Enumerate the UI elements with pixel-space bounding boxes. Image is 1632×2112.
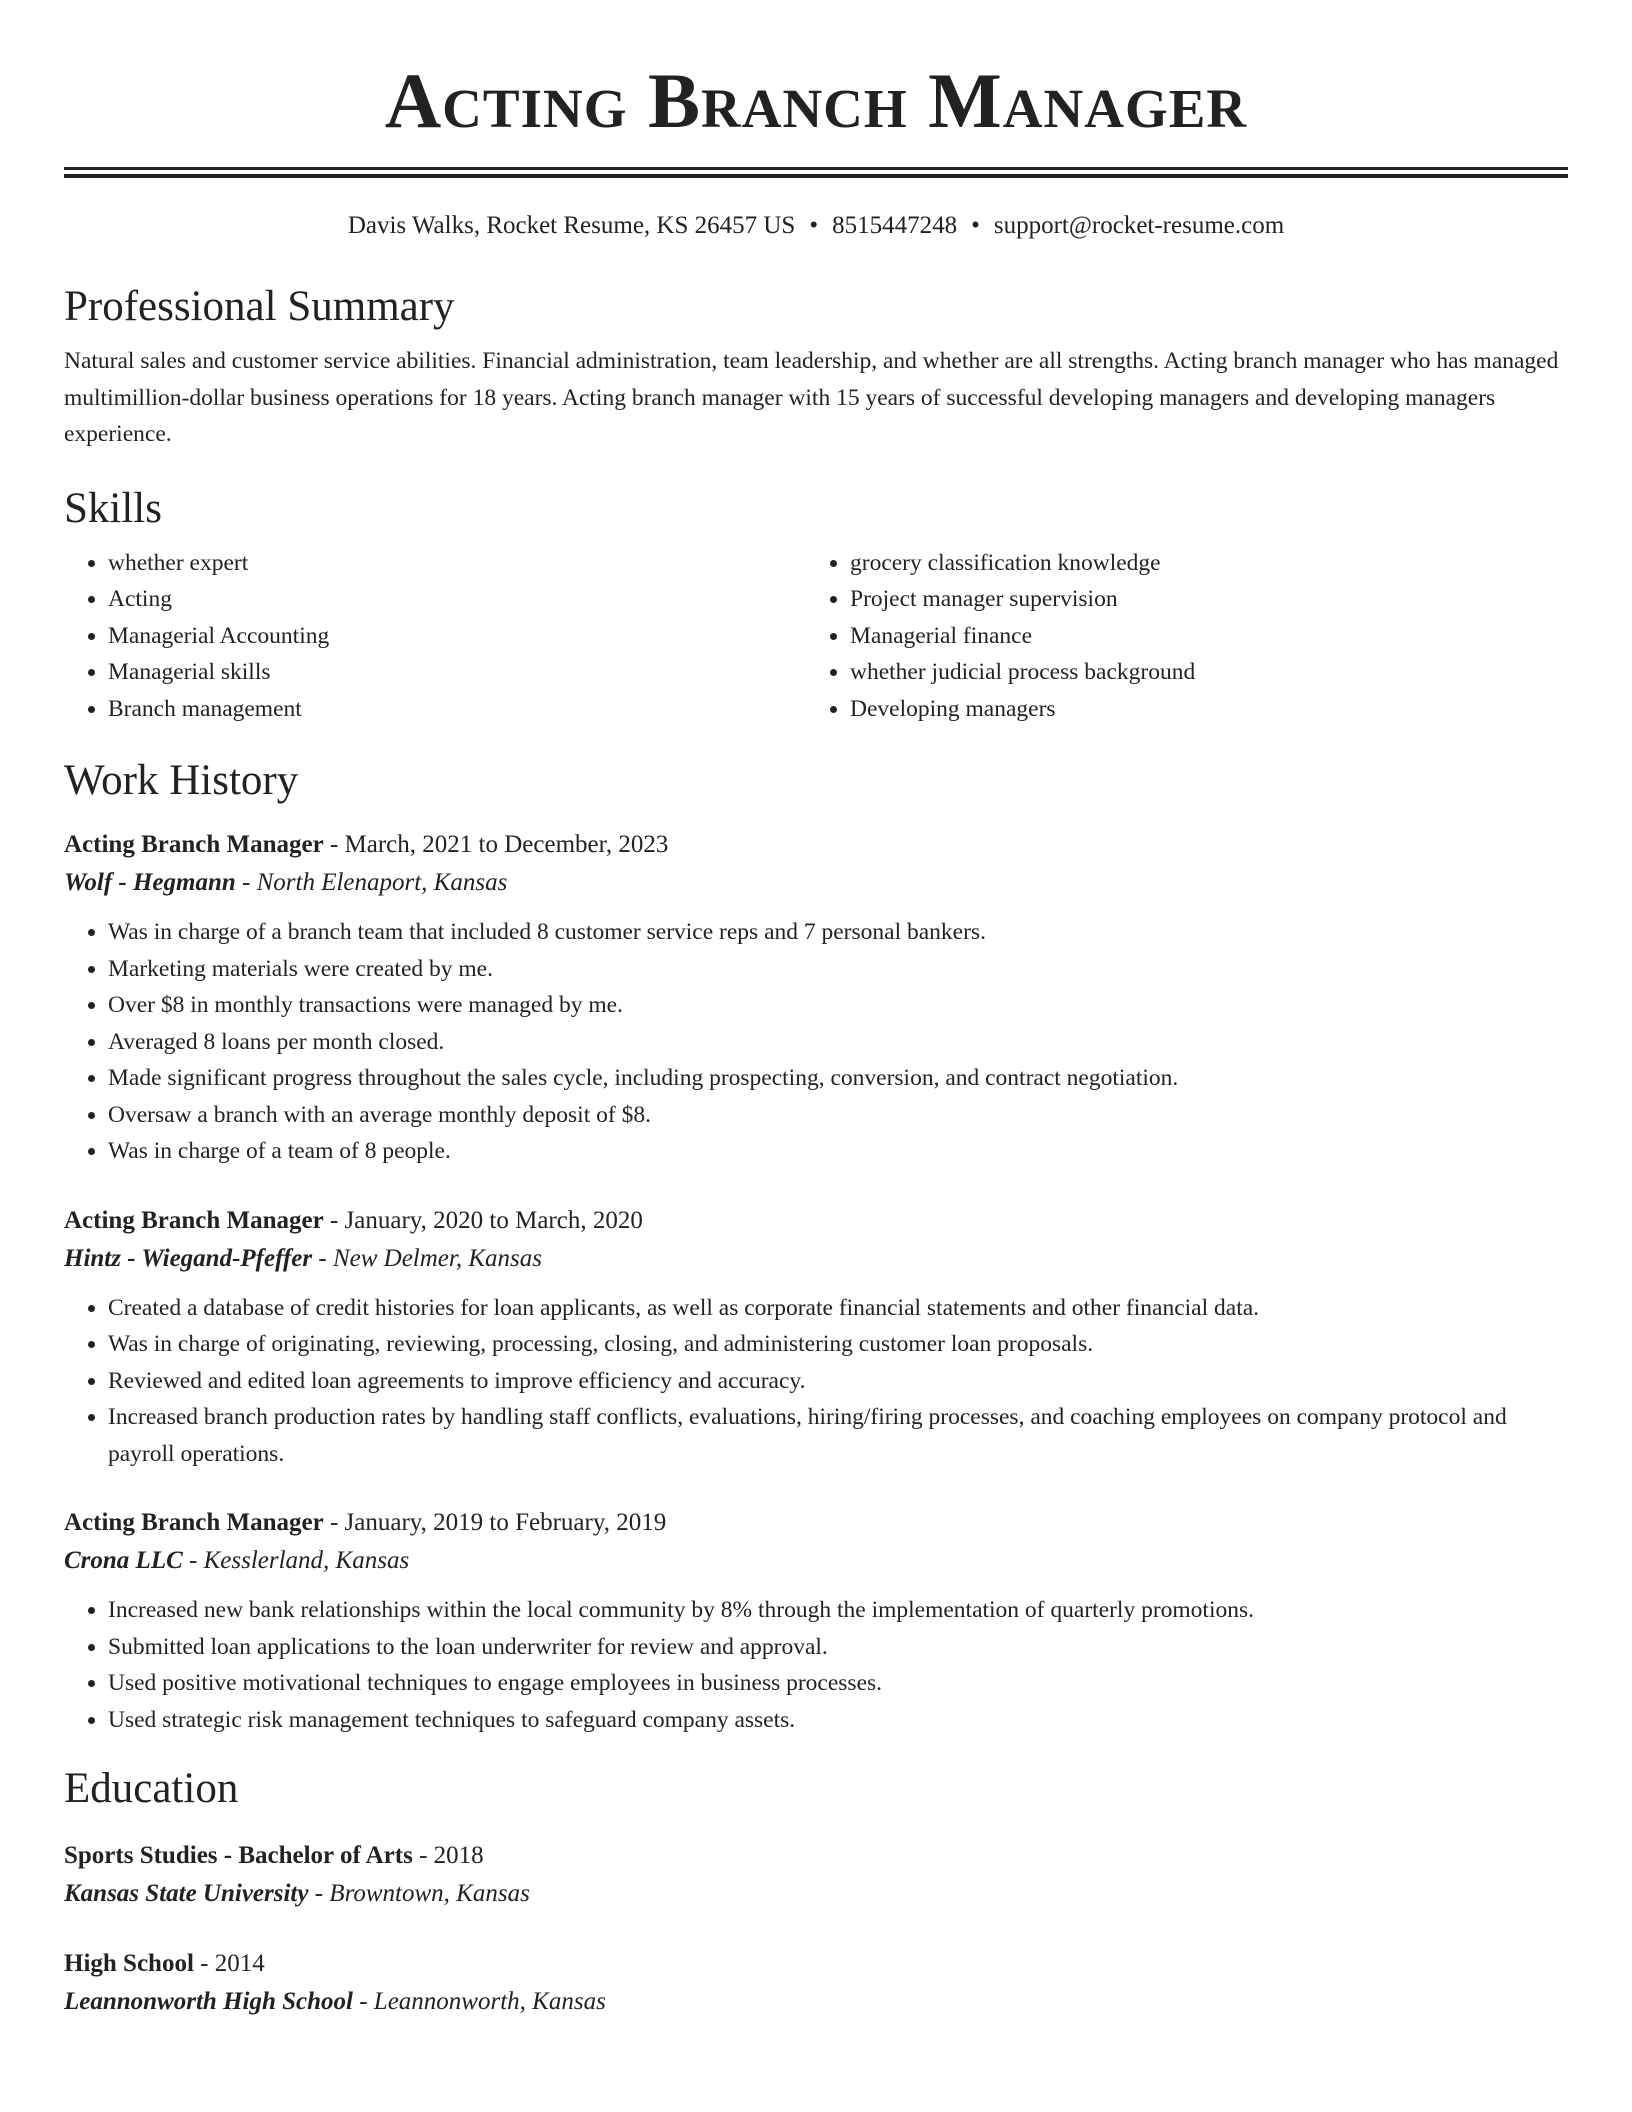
job-bullet: • Submitted loan applications to the loan underwriter for review and approval.: [108, 1629, 1568, 1666]
title-divider: [64, 167, 1568, 178]
skill-item: • Managerial skills: [108, 654, 806, 691]
skills-column-right: [806, 545, 1548, 728]
education-degree-line: [64, 1945, 1568, 1983]
resume-title: Acting Branch Manager: [384, 57, 1248, 144]
job-bullet: • Was in charge of originating, reviewing, processing, closing, and administering customer loan proposals.: [108, 1326, 1568, 1363]
job-bullets: [64, 914, 1568, 1170]
job-dates: - January, 2019 to February, 2019: [323, 1509, 667, 1536]
skill-item: • Acting: [108, 581, 806, 618]
job-role: Acting Branch Manager: [64, 1206, 324, 1234]
skills-heading: Skills: [64, 484, 162, 532]
education-year: - 2014: [193, 1950, 265, 1977]
job-dates: - March, 2021 to December, 2023: [323, 831, 669, 858]
job-role: Acting Branch Manager: [64, 831, 324, 858]
job-location: - New Delmer, Kansas: [312, 1244, 542, 1272]
job-bullet: • Was in charge of a branch team that included 8 customer service reps and 7 personal bankers.: [108, 914, 1568, 951]
job-entry: [64, 1504, 1568, 1738]
education-year: - 2018: [412, 1842, 484, 1869]
education-school-line: [64, 1983, 1568, 2021]
job-title-line: [64, 826, 1568, 864]
job-bullet: • Averaged 8 loans per month closed.: [108, 1024, 1568, 1061]
contact-separator: •: [971, 212, 980, 239]
job-location: - North Elenaport, Kansas: [235, 869, 508, 896]
job-bullet: • Increased new bank relationships within the local community by 8% through the implementation of quarterly promotions.: [108, 1592, 1568, 1629]
skill-item: • Managerial finance: [850, 618, 1548, 655]
job-entry: [64, 826, 1568, 1170]
education-degree: High School: [64, 1950, 194, 1977]
contact-separator: •: [809, 212, 819, 239]
education-degree-line: [64, 1837, 1568, 1875]
skills-list: [64, 545, 1568, 728]
contact-phone: 8515447248: [832, 212, 958, 239]
job-title-line: [64, 1202, 1568, 1240]
education-heading: Education: [64, 1765, 239, 1812]
job-bullet: • Used strategic risk management techniques to safeguard company assets.: [108, 1702, 1568, 1739]
job-dates: - January, 2020 to March, 2020: [323, 1206, 643, 1234]
job-company: Wolf - Hegmann: [64, 869, 236, 896]
job-location: - Kesslerland, Kansas: [182, 1547, 410, 1574]
job-bullet: • Created a database of credit histories for loan applicants, as well as corporate financial statements and other financial data.: [108, 1290, 1568, 1327]
education-school: Leannonworth High School: [64, 1988, 353, 2015]
skill-item: • Developing managers: [850, 691, 1548, 728]
skill-item: • whether judicial process background: [850, 654, 1548, 691]
skill-item: • grocery classification knowledge: [850, 545, 1548, 582]
job-bullet: • Over $8 in monthly transactions were managed by me.: [108, 987, 1568, 1024]
work-history-heading: Work History: [64, 757, 299, 804]
job-bullets: [64, 1290, 1568, 1473]
summary-text: Natural sales and customer service abilities. Financial administration, team leadership, and whether are all strengths. Acting branch manager who has managed multimillion-dollar business operations for 18 years. Acting branch manager with 15 years of successful developing managers and developing managers experience.: [64, 348, 1559, 447]
skills-column-left: [64, 545, 806, 728]
job-bullet: • Was in charge of a team of 8 people.: [108, 1133, 1568, 1170]
skill-item: • Branch management: [108, 691, 806, 728]
job-entry: [64, 1202, 1568, 1473]
job-role: Acting Branch Manager: [64, 1509, 324, 1536]
job-company-line: [64, 1240, 1568, 1278]
education-location: - Browntown, Kansas: [308, 1880, 530, 1907]
education-degree: Sports Studies - Bachelor of Arts: [64, 1842, 413, 1869]
job-bullet: • Increased branch production rates by handling staff conflicts, evaluations, hiring/firing processes, and coaching employees on company protocol and payroll operations.: [108, 1399, 1568, 1472]
education-location: - Leannonworth, Kansas: [352, 1988, 606, 2015]
job-bullet: • Oversaw a branch with an average monthly deposit of $8.: [108, 1097, 1568, 1134]
contact-line: [64, 210, 1568, 242]
skill-item: • Managerial Accounting: [108, 618, 806, 655]
summary-heading: Professional Summary: [64, 283, 455, 330]
skill-item: • whether expert: [108, 545, 806, 582]
job-company-line: [64, 864, 1568, 902]
job-bullet: • Marketing materials were created by me.: [108, 951, 1568, 988]
job-company-line: [64, 1542, 1568, 1580]
education-school-line: [64, 1875, 1568, 1913]
job-title-line: [64, 1504, 1568, 1542]
job-bullet: • Reviewed and edited loan agreements to improve efficiency and accuracy.: [108, 1363, 1568, 1400]
job-company: Hintz - Wiegand-Pfeffer: [64, 1244, 313, 1272]
job-bullets: [64, 1592, 1568, 1738]
education-entry: [64, 1945, 1568, 2021]
job-bullet: • Made significant progress throughout the sales cycle, including prospecting, conversion, and contract negotiation.: [108, 1060, 1568, 1097]
education-school: Kansas State University: [64, 1880, 309, 1907]
contact-address: Davis Walks, Rocket Resume, KS 26457 US: [347, 212, 796, 239]
skill-item: • Project manager supervision: [850, 581, 1548, 618]
education-entry: [64, 1837, 1568, 1913]
job-bullet: • Used positive motivational techniques to engage employees in business processes.: [108, 1665, 1568, 1702]
contact-email: support@rocket-resume.com: [993, 212, 1285, 239]
job-company: Crona LLC: [64, 1547, 183, 1574]
